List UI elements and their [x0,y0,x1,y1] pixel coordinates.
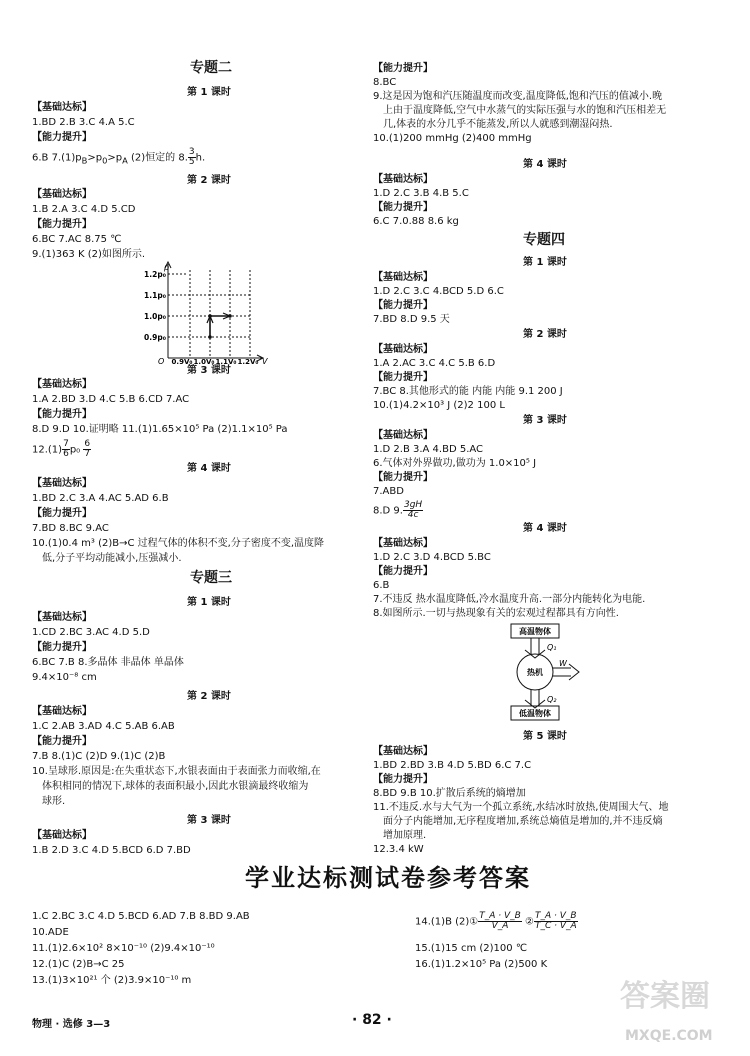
answer-line: 8.BD 9.B 10.扩散后系统的熵增加 [373,788,526,799]
basic-tag: 【基础达标】 [32,706,92,717]
ability-tag: 【能力提升】 [373,372,433,383]
ability-tag: 【能力提升】 [32,409,92,420]
cold-reservoir-label: 低温物体 [519,709,551,718]
answer-line: 1.CD 2.BC 3.AC 4.D 5.D [32,627,150,638]
x-tick-label: 1.2V₀ [237,358,259,364]
answer-line: 11.不违反.水与大气为一个孤立系统,水结冰时放热,使周围大气、地 [373,802,669,813]
lesson-heading: 第 4 课时 [187,463,231,474]
answer-line: 9.这是因为饱和汽压随温度而改变,温度降低,饱和汽压的值减小.晚 [373,91,663,102]
basic-tag: 【基础达标】 [32,189,92,200]
answer-line: 6.气体对外界做功,做功为 1.0×10⁵ J [373,458,537,469]
answer-line: 12.(1) $\frac{7}{6}$ p₀ $\frac{6}{7}$ [32,439,91,459]
answer-line: 面分子内能增加,无序程度增加,系统总熵值是增加的,并不违反熵 [383,816,663,827]
y-tick-label: 1.0p₀ [144,312,166,321]
lesson-heading: 第 3 课时 [187,815,231,826]
answer-line: 11.(1)2.6×10² 8×10⁻¹⁰ (2)9.4×10⁻¹⁰ [32,943,215,954]
ability-tag: 【能力提升】 [32,736,92,747]
answer-line: 12.3.4 kW [373,844,424,855]
answer-line: 几,体表的水分几乎不能蒸发,所以人就感到潮湿闷热. [383,119,613,130]
lesson-heading: 第 1 课时 [187,87,231,98]
answer-line: 7.BD 8.BC 9.AC [32,523,109,534]
watermark-url: MXQE.COM [625,1028,713,1044]
answer-line: 10.呈球形.原因是:在失重状态下,水银表面由于表面张力而收缩,在 [32,766,321,777]
answer-line: 6.B $7.(1)p_B>p_0>p_A$ (2)恒定的 8. $\frac{3}{5}$ h. [32,147,206,167]
ability-tag: 【能力提升】 [32,508,92,519]
basic-tag: 【基础达标】 [373,174,433,185]
basic-tag: 【基础达标】 [32,478,92,489]
x-tick-label: 0.9V₀ [171,358,193,364]
hot-reservoir-label: 高温物体 [519,627,551,636]
page-number: · 82 · [352,1012,392,1028]
answer-line: 10.(1)4.2×10³ J (2)2 100 L [373,400,505,411]
section-title: 专题三 [190,570,232,586]
q1-label: Q₁ [547,643,557,652]
x-tick-label: 1.1V₀ [215,358,237,364]
y-tick-label: 0.9p₀ [144,333,166,342]
ability-tag: 【能力提升】 [373,300,433,311]
lesson-heading: 第 4 课时 [523,523,567,534]
answer-line: 8.如图所示.一切与热现象有关的宏观过程都具有方向性. [373,608,619,619]
ability-tag: 【能力提升】 [373,566,433,577]
footer-subject: 物理 · 选修 3—3 [32,1019,111,1030]
pv-graph [132,260,292,364]
ability-tag: 【能力提升】 [32,642,92,653]
fraction: $\frac{7}{6}$ [63,439,69,459]
answer-line: 9.(1)363 K (2)如图所示. [32,249,146,260]
answer-line: 体积相同的情况下,球体的表面积最小,因此水银滴最终收缩为 [42,781,309,792]
section-title: 专题四 [523,232,565,248]
fraction: $\frac{6}{7}$ [84,439,91,459]
lesson-heading: 第 2 课时 [187,175,231,186]
answer-line: 14.(1)B (2)① $\frac{T\_A \cdot V\_B}{V\_A}$ ② $\frac{T\_A \cdot V\_B}{T\_C \cdot V\_A}$ [415,911,577,931]
answer-line: 10.(1)0.4 m³ (2)B→C 过程气体的体积不变,分子密度不变,温度降 [32,538,325,549]
page-title: 学业达标测试卷参考答案 [245,864,531,892]
y-tick-label: 1.1p₀ [144,291,166,300]
answer-line: 上由于温度降低,空气中水蒸气的实际压强与水的饱和汽压相差无 [383,105,667,116]
basic-tag: 【基础达标】 [373,344,433,355]
answer-line: 8.D 9.D 10.证明略 11.(1)1.65×10⁵ Pa (2)1.1×10⁵ Pa [32,424,288,435]
fraction: $\frac{T\_A \cdot V\_B}{T\_C \cdot V\_A}$ [534,911,577,931]
answer-line: 1.BD 2.BD 3.B 4.D 5.BD 6.C 7.C [373,760,532,771]
answer-line: 1.BD 2.B 3.C 4.A 5.C [32,117,135,128]
lesson-heading: 第 5 课时 [523,731,567,742]
basic-tag: 【基础达标】 [373,272,433,283]
answer-line: 1.B 2.A 3.C 4.D 5.CD [32,204,136,215]
answer-line: 低,分子平均动能减小,压强减小. [42,553,182,564]
engine-label: 热机 [527,668,543,677]
work-label: W [559,659,567,668]
basic-tag: 【基础达标】 [373,430,433,441]
fraction: $\frac{3}{5}$ [188,147,195,167]
lesson-heading: 第 3 课时 [187,365,231,376]
ability-tag: 【能力提升】 [32,132,92,143]
lesson-heading: 第 4 课时 [523,159,567,170]
ability-tag: 【能力提升】 [32,219,92,230]
lesson-heading: 第 2 课时 [523,329,567,340]
answer-line: 10.ADE [32,927,69,938]
answer-line: 1.A 2.BD 3.D 4.C 5.B 6.CD 7.AC [32,394,190,405]
answer-line: 1.C 2.AB 3.AD 4.C 5.AB 6.AB [32,721,175,732]
answer-line: 8.D 9. $\frac{3gH}{4c}$ [373,500,423,520]
section-title: 专题二 [190,60,232,76]
answer-line: 16.(1)1.2×10⁵ Pa (2)500 K [415,959,548,970]
answer-line: 1.D 2.B 3.A 4.BD 5.AC [373,444,484,455]
x-tick-label: 1.0V₀ [193,358,215,364]
answer-line: 7.B 8.(1)C (2)D 9.(1)C (2)B [32,751,166,762]
answer-line: 10.(1)200 mmHg (2)400 mmHg [373,133,532,144]
answer-line: 1.D 2.C 3.C 4.BCD 5.D 6.C [373,286,504,297]
answer-line: 7.不违反 热水温度降低,冷水温度升高.一部分内能转化为电能. [373,594,646,605]
lesson-heading: 第 2 课时 [187,691,231,702]
answer-line: 6.BC 7.B 8.多晶体 非晶体 单晶体 [32,657,184,668]
ability-tag: 【能力提升】 [373,472,433,483]
lesson-heading: 第 3 课时 [523,415,567,426]
answer-line: 9.4×10⁻⁸ cm [32,672,97,683]
basic-tag: 【基础达标】 [32,612,92,623]
answer-line: 8.BC [373,77,397,88]
answer-line: 15.(1)15 cm (2)100 ℃ [415,943,528,954]
heat-engine-diagram [493,622,603,722]
y-tick-label: 1.2p₀ [144,270,166,279]
ability-tag: 【能力提升】 [373,63,433,74]
answer-line: 1.C 2.BC 3.C 4.D 5.BCD 6.AD 7.B 8.BD 9.AB [32,911,250,922]
basic-tag: 【基础达标】 [373,538,433,549]
answer-line: 7.BC 8.其他形式的能 内能 内能 9.1 200 J [373,386,563,397]
ability-tag: 【能力提升】 [373,774,433,785]
answer-line: 1.D 2.C 3.D 4.BCD 5.BC [373,552,491,563]
fraction: $\frac{T\_A \cdot V\_B}{V\_A}$ [479,911,521,931]
answer-line: 7.ABD [373,486,404,497]
origin-label: O [158,357,165,364]
answer-line: 1.BD 2.C 3.A 4.AC 5.AD 6.B [32,493,169,504]
answer-line: 球形. [42,796,66,807]
answer-line: 增加原理. [383,830,427,841]
v-axis-label: V [262,357,268,364]
answer-line: 7.BD 8.D 9.5 天 [373,314,450,325]
answer-line: 12.(1)C (2)B→C 25 [32,959,125,970]
answer-line: 1.B 2.D 3.C 4.D 5.BCD 6.D 7.BD [32,845,191,856]
answer-line: 6.C 7.0.88 8.6 kg [373,216,459,227]
basic-tag: 【基础达标】 [32,102,92,113]
basic-tag: 【基础达标】 [373,746,433,757]
answer-line: 13.(1)3×10²¹ 个 (2)3.9×10⁻¹⁰ m [32,975,192,986]
answer-line: 6.B [373,580,390,591]
answer-line: 6.BC 7.AC 8.75 ℃ [32,234,122,245]
answer-line: 1.A 2.AC 3.C 4.C 5.B 6.D [373,358,496,369]
watermark-logo: 答案圈 [620,979,710,1014]
fraction: $\frac{3gH}{4c}$ [403,500,423,520]
p-axis-label: p [164,263,170,272]
q2-label: Q₂ [547,695,557,704]
basic-tag: 【基础达标】 [32,379,92,390]
lesson-heading: 第 1 课时 [187,597,231,608]
basic-tag: 【基础达标】 [32,830,92,841]
lesson-heading: 第 1 课时 [523,257,567,268]
answer-line: 1.D 2.C 3.B 4.B 5.C [373,188,469,199]
ability-tag: 【能力提升】 [373,202,433,213]
